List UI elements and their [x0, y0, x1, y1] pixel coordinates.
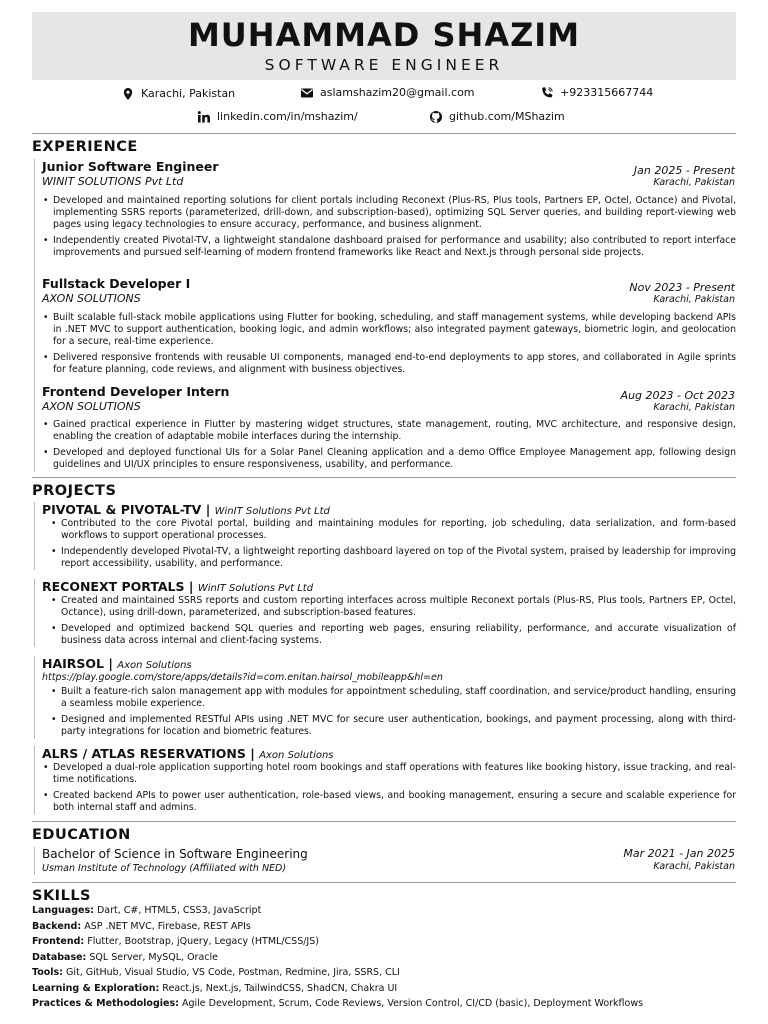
job-date: Nov 2023 - Present — [629, 281, 735, 294]
bullet: • Created backend APIs to power user authentication, role-based views, and booking management, ensuring a secure and scalable experience for both internal staff and admins. — [42, 790, 736, 814]
project-company: Axon Solutions — [117, 660, 192, 671]
skill-value: Git, GitHub, Visual Studio, VS Code, Postman, Redmine, Jira, SSRS, CLI — [66, 967, 400, 978]
bullet: • Built scalable full-stack mobile applications using Flutter for booking, scheduling, and staff management systems, while developing backend APIs in .NET MVC to support authentication, booking logic, and admin workflows; also integrated payment gateways, biometric login, and geolocation for a secure, real-time experience. — [42, 312, 736, 348]
job-date: Aug 2023 - Oct 2023 — [620, 389, 735, 402]
project-link[interactable]: https://play.google.com/store/apps/details?id=com.enitan.hairsol_mobileapp&hl=en — [42, 672, 443, 683]
job-title: Junior Software Engineer — [42, 159, 219, 174]
section-title-skills: SKILLS — [32, 888, 91, 904]
bullet: • Developed a dual-role application supporting hotel room bookings and staff operations with features like booking history, issue tracking, and real-time notifications. — [42, 762, 736, 786]
skill-row — [32, 952, 218, 964]
education-school: Usman Institute of Technology (Affiliated with NED) — [42, 863, 287, 874]
bullet: • Designed and implemented RESTful APIs using .NET MVC for secure user authentication, bookings, and payment processing, along with third-party integrations for location and biometric features. — [50, 714, 736, 738]
project-company: WinIT Solutions Pvt Ltd — [214, 506, 330, 517]
skill-value: ASP .NET MVC, Firebase, REST APIs — [84, 921, 251, 932]
job-company: WINIT SOLUTIONS Pvt Ltd — [42, 175, 184, 188]
section-title-experience: EXPERIENCE — [32, 139, 138, 155]
skill-label: Backend: — [32, 921, 82, 932]
contact-email[interactable] — [300, 86, 475, 100]
education-location: Karachi, Pakistan — [653, 861, 735, 872]
timeline-bar — [34, 656, 35, 739]
skill-value: React.js, Next.js, TailwindCSS, ShadCN, Chakra UI — [162, 983, 398, 994]
project-title: PIVOTAL & PIVOTAL-TV | WinIT Solutions Pvt Ltd — [42, 502, 330, 517]
skill-label: Database: — [32, 952, 87, 963]
project-title: RECONEXT PORTALS | WinIT Solutions Pvt Ltd — [42, 579, 314, 594]
candidate-name: MUHAMMAD SHAZIM — [187, 16, 581, 54]
linkedin-link[interactable]: linkedin.com/in/mshazim/ — [217, 110, 358, 123]
skill-label: Tools: — [32, 967, 63, 978]
job-location: Karachi, Pakistan — [653, 402, 735, 413]
skill-label: Learning & Exploration: — [32, 983, 160, 994]
job-bullets — [42, 195, 736, 259]
section-title-education: EDUCATION — [32, 827, 131, 843]
timeline-bar — [34, 579, 35, 647]
email-link[interactable]: aslamshazim20@gmail.com — [320, 86, 475, 99]
project-company: Axon Solutions — [259, 750, 334, 761]
skill-row — [32, 967, 400, 979]
bullet: • Delivered responsive frontends with reusable UI components, managed end-to-end deployments to app stores, and collaborated in Agile sprints for feature planning, code reviews, and alignment with business objectives. — [42, 352, 736, 376]
linkedin-icon — [197, 110, 211, 124]
project-name: RECONEXT PORTALS — [42, 579, 185, 594]
job-date: Jan 2025 - Present — [633, 164, 735, 177]
map-pin-icon — [121, 87, 135, 101]
bullet: • Developed and maintained reporting solutions for client portals including Reconext (Plus-RS, Plus tools, Partners EP, Octel, Octance) and Pivotal, implementing SSRS reports (parameterized, drill-down, and subscription-based), optimizing SQL Server queries, and building report-viewing web pages using legacy technologies to ensure accuracy, performance, and business alignment. — [42, 195, 736, 231]
skill-row — [32, 983, 397, 995]
contact-github[interactable] — [429, 110, 565, 124]
project-bullets — [50, 595, 736, 647]
location-text: Karachi, Pakistan — [141, 87, 236, 100]
project-bullets — [50, 518, 736, 570]
timeline-bar — [34, 847, 35, 875]
skill-label: Languages: — [32, 905, 94, 916]
project-name: HAIRSOL — [42, 656, 105, 671]
envelope-icon — [300, 86, 314, 100]
phone-icon — [540, 86, 554, 100]
bullet: • Created and maintained SSRS reports and custom reporting interfaces across multiple Reconext portals (Plus-RS, Plus tools, Partners EP, Octel, Octance), using drill-down, parameterized, and subscription-based features. — [50, 595, 736, 619]
timeline-bar — [34, 159, 35, 472]
skill-row — [32, 998, 643, 1010]
contact-phone[interactable] — [540, 86, 653, 100]
candidate-role: SOFTWARE ENGINEER — [264, 56, 504, 74]
project-company: WinIT Solutions Pvt Ltd — [197, 583, 314, 594]
skill-label: Frontend: — [32, 936, 85, 947]
project-bullets — [50, 686, 736, 738]
bullet: • Developed and optimized backend SQL queries and reporting web pages, ensuring reliability, performance, and accurate visualization of business data across internal and client-facing systems. — [50, 623, 736, 647]
job-company: AXON SOLUTIONS — [42, 292, 141, 305]
divider — [32, 133, 736, 134]
bullet: • Contributed to the core Pivotal portal, building and maintaining modules for reporting, job scheduling, data serialization, and form-based workflows to support operational processes. — [50, 518, 736, 542]
timeline-bar — [34, 502, 35, 570]
divider — [32, 477, 736, 478]
education-date: Mar 2021 - Jan 2025 — [623, 847, 735, 860]
skill-value: SQL Server, MySQL, Oracle — [89, 952, 218, 963]
job-location: Karachi, Pakistan — [653, 294, 735, 305]
job-location: Karachi, Pakistan — [653, 177, 735, 188]
project-title: HAIRSOL | Axon Solutions — [42, 656, 192, 671]
skill-row — [32, 921, 251, 933]
timeline-bar — [34, 746, 35, 814]
bullet: • Gained practical experience in Flutter by mastering widget structures, state management, routing, MVC architecture, and responsive design, enabling the creation of adaptable mobile interfaces during the internship. — [42, 419, 736, 443]
bullet: • Built a feature-rich salon management app with modules for appointment scheduling, staff coordination, and service/product handling, ensuring a seamless mobile experience. — [50, 686, 736, 710]
phone-text[interactable]: +923315667744 — [560, 86, 654, 99]
bullet: • Independently developed Pivotal-TV, a lightweight reporting dashboard layered on top of the Pivotal system, praised by leadership for improving report accessibility, usability, and performance. — [50, 546, 736, 570]
project-title: ALRS / ATLAS RESERVATIONS | Axon Solutions — [42, 746, 334, 761]
section-title-projects: PROJECTS — [32, 483, 117, 499]
job-title: Frontend Developer Intern — [42, 384, 230, 399]
contact-location — [121, 87, 235, 101]
bullet: • Developed and deployed functional UIs for a Solar Panel Cleaning application and a demo Office Employee Management app, following design guidelines and UI/UX principles to ensure responsiveness, usability, and performance. — [42, 447, 736, 471]
contact-linkedin[interactable] — [197, 110, 358, 124]
job-company: AXON SOLUTIONS — [42, 400, 141, 413]
skill-row — [32, 905, 261, 917]
project-bullets — [42, 762, 736, 814]
github-icon — [429, 110, 443, 124]
education-degree: Bachelor of Science in Software Engineering — [42, 847, 308, 861]
job-bullets — [42, 312, 736, 376]
divider — [32, 821, 736, 822]
skill-value: Flutter, Bootstrap, jQuery, Legacy (HTML/CSS/JS) — [87, 936, 319, 947]
project-name: PIVOTAL & PIVOTAL-TV — [42, 502, 202, 517]
job-bullets — [42, 419, 736, 471]
bullet: • Independently created Pivotal-TV, a lightweight standalone dashboard praised for performance and usability; also contributed to report interface improvements and pursued self-learning of modern frontend frameworks like React and Next.js through personal side projects. — [42, 235, 736, 259]
skill-value: Dart, C#, HTML5, CSS3, JavaScript — [96, 905, 262, 916]
skill-row — [32, 936, 319, 948]
divider — [32, 882, 736, 883]
skill-value: Agile Development, Scrum, Code Reviews, Version Control, CI/CD (basic), Deployment Workflows — [181, 998, 644, 1009]
github-link[interactable]: github.com/MShazim — [449, 110, 565, 123]
skill-label: Practices & Methodologies: — [32, 998, 179, 1009]
project-name: ALRS / ATLAS RESERVATIONS — [42, 746, 246, 761]
job-title: Fullstack Developer I — [42, 276, 191, 291]
